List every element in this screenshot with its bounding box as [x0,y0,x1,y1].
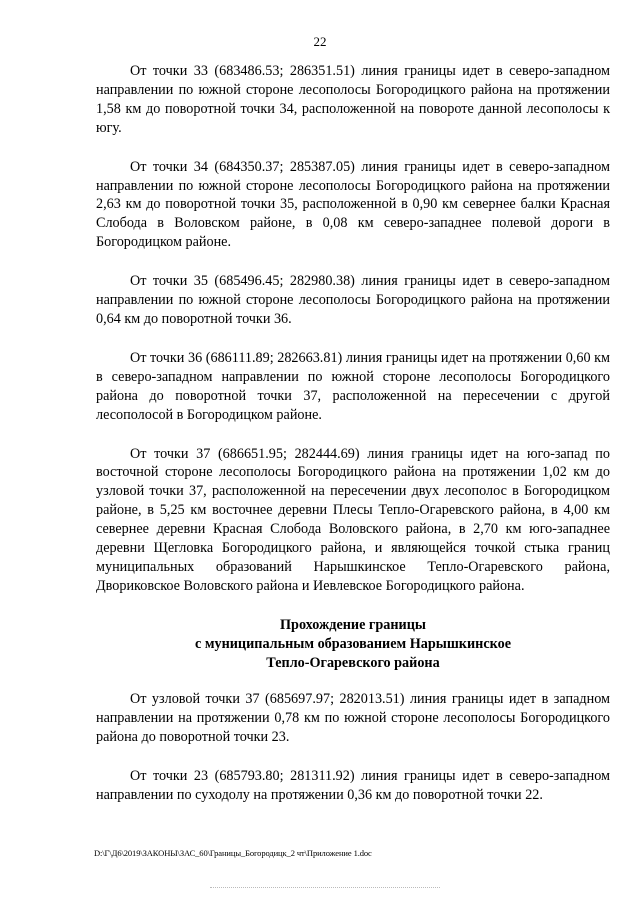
bottom-dotted-line [210,887,440,888]
paragraph-point-33: От точки 33 (683486.53; 286351.51) линия границы идет в северо-западном направлении по южной стороне лесополосы Богородицкого района на протяжении 1,58 км до поворотной точки 34, расположенной на повороте данной лесополосы к югу. [96,63,610,136]
paragraph-node-37: От узловой точки 37 (685697.97; 282013.51) линия границы идет в западном направлении на протяжении 0,78 км по южной стороне лесополосы Богородицкого района до поворотной точки 23. [96,691,610,746]
paragraph-point-34: От точки 34 (684350.37; 285387.05) линия границы идет в северо-западном направлении по южной стороне лесополосы Богородицкого района на протяжении 2,63 км до поворотной точки 35, расположенной в 0,90 км севернее балки Красная Слобода в Воловском районе, в 0,08 км северо-западнее полевой дороги в Богородицком районе. [96,158,610,251]
paragraph-point-36: От точки 36 (686111.89; 282663.81) линия границы идет на протяжении 0,60 км в северо-западном направлении по южной стороне лесополосы Богородицкого района до поворотной точки 37, расположенной на пересечении с другой лесополосой в Богородицком районе. [96,349,610,423]
section-heading-line-1: Прохождение границы [280,616,426,633]
paragraph-point-37: От точки 37 (686651.95; 282444.69) линия границы идет на юго-запад по восточной стороне лесополосы Богородицкого района на протяжении 1,02 км до узловой точки 37, расположенной на пересечении двух лесополос в Богородицком районе, в 5,25 км восточнее деревни Плесы Тепло-Огаревского района, в 4,00 км севернее деревни Красная Слобода Воловского района, в 2,70 км юго-западнее деревни Щегловка Богородицкого района, и являющейся точкой стыка границ муниципальных образований Нарышкинское Тепло-Огаревского района, Двориковское Воловского района и Иевлевское Богородицкого района. [96,445,610,594]
document-body [96,62,610,825]
page-number: 22 [313,34,327,49]
section-heading-line-3: Тепло-Огаревского района [266,654,440,671]
section-heading-line-2: с муниципальным образованием Нарышкинское [194,635,512,652]
section-heading [96,616,610,673]
paragraph-point-23: От точки 23 (685793.80; 281311.92) линия границы идет в северо-западном направлении по суходолу на протяжении 0,36 км до поворотной точки 22. [96,768,610,804]
footer-file-path: D:\Г\Д6\2019\ЗАКОНЫ\ЗАС_60\Границы_Богородицк_2 чт\Приложение 1.doc [94,848,372,858]
paragraph-point-35: От точки 35 (685496.45; 282980.38) линия границы идет в северо-западном направлении по южной стороне лесополосы Богородицкого района на протяжении 0,64 км до поворотной точки 36. [96,273,610,327]
